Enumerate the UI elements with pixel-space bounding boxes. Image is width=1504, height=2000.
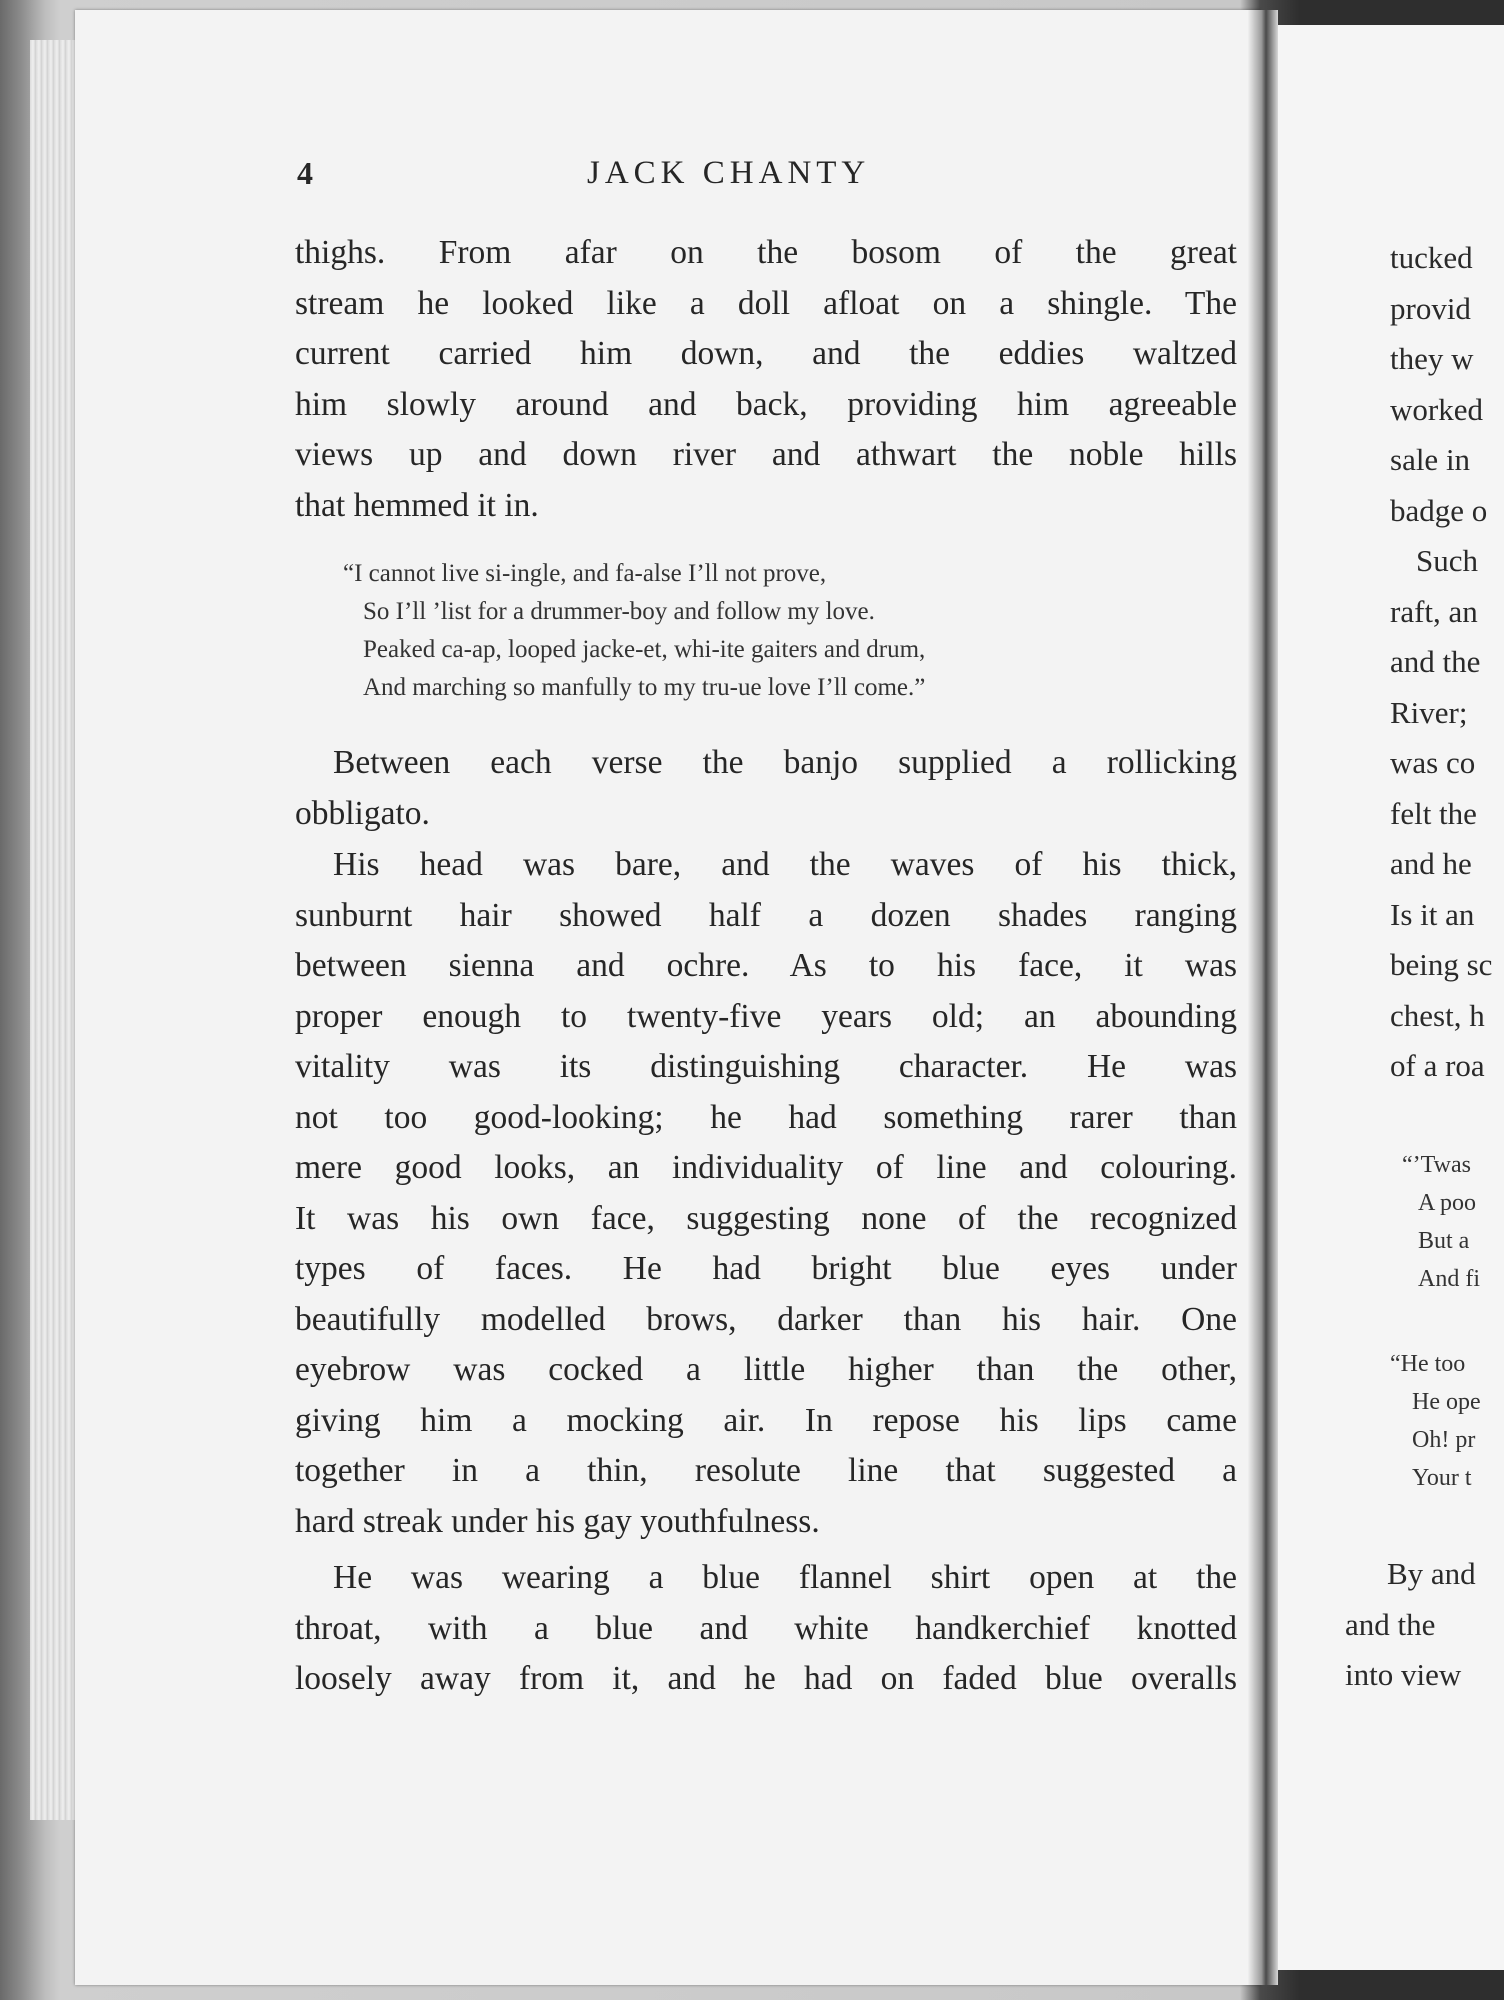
paragraph-3: [295, 840, 1237, 1547]
verse-line: “’Twas: [1402, 1152, 1471, 1178]
verse-line: A poo: [1418, 1190, 1477, 1216]
verse-line: Oh! pr: [1412, 1427, 1476, 1453]
text-line: giving him a mocking air. In repose his lips came: [295, 1401, 1237, 1439]
verse-line: Your t: [1412, 1465, 1472, 1491]
text-line: obbligato.: [295, 794, 430, 832]
text-line: It was his own face, suggesting none of the recognized: [295, 1199, 1237, 1237]
page-number: 4: [297, 155, 313, 191]
text-line: stream he looked like a doll afloat on a shingle. The: [295, 284, 1237, 322]
text-line: badge o: [1390, 492, 1488, 528]
text-line: eyebrow was cocked a little higher than the other,: [295, 1351, 1237, 1388]
verse-line: “I cannot live si-ingle, and fa-alse I’ll not prove,: [343, 560, 827, 587]
right-page-text-1: [1390, 233, 1492, 1092]
right-verse-1: [1402, 1146, 1480, 1298]
text-line: current carried him down, and the eddies waltzed: [295, 335, 1237, 372]
text-line: tucked: [1390, 240, 1473, 275]
verse-line: And fi: [1418, 1266, 1480, 1292]
text-line: worked: [1390, 391, 1483, 427]
paragraph-2: [295, 738, 1237, 839]
verse-line: So I’ll ’list for a drummer-boy and follow my love.: [363, 598, 875, 625]
text-line: chest, h: [1390, 997, 1485, 1033]
paragraph-1: [295, 228, 1237, 531]
text-line: Is it an: [1390, 896, 1475, 932]
text-line: loosely away from it, and he had on faded blue overalls: [295, 1660, 1237, 1697]
text-line: together in a thin, resolute line that suggested a: [295, 1452, 1237, 1489]
right-verse-2: [1390, 1345, 1481, 1497]
text-line: Between each verse the banjo supplied a rollicking: [333, 744, 1237, 781]
text-line: felt the: [1390, 795, 1477, 831]
text-line: River;: [1390, 694, 1468, 730]
text-line: that hemmed it in.: [295, 486, 539, 524]
page-stack-edge: [30, 40, 78, 1820]
running-head: [297, 155, 1237, 205]
text-line: sale in: [1390, 442, 1471, 477]
verse-line: But a: [1418, 1228, 1470, 1254]
text-line: raft, an: [1390, 593, 1478, 629]
text-line: proper enough to twenty-five years old; an abounding: [295, 997, 1237, 1035]
running-title: JACK CHANTY: [587, 155, 871, 191]
text-line: between sienna and ochre. As to his face, it was: [295, 947, 1237, 984]
text-line: beautifully modelled brows, darker than his hair. One: [295, 1300, 1237, 1338]
text-line: His head was bare, and the waves of his thick,: [333, 846, 1237, 883]
right-page-text-2: [1345, 1549, 1476, 1701]
text-line: Such: [1416, 543, 1478, 578]
text-line: was co: [1390, 745, 1476, 780]
text-line: thighs. From afar on the bosom of the great: [295, 234, 1237, 271]
text-line: and the: [1345, 1606, 1436, 1642]
text-line: vitality was its distinguishing character. He was: [295, 1048, 1237, 1085]
verse-block: [343, 555, 925, 707]
text-line: views up and down river and athwart the noble hills: [295, 436, 1237, 473]
text-line: they w: [1390, 341, 1474, 376]
text-line: into view: [1345, 1657, 1462, 1692]
verse-line: He ope: [1412, 1389, 1481, 1415]
text-line: sunburnt hair showed half a dozen shades ranging: [295, 896, 1237, 934]
text-line: and he: [1390, 846, 1472, 881]
text-line: types of faces. He had bright blue eyes under: [295, 1250, 1237, 1287]
text-line: hard streak under his gay youthfulness.: [295, 1502, 820, 1540]
text-line: and the: [1390, 644, 1481, 679]
text-line: of a roa: [1390, 1048, 1485, 1083]
text-line: him slowly around and back, providing him agreeable: [295, 385, 1237, 423]
text-line: throat, with a blue and white handkerchief knotted: [295, 1609, 1237, 1647]
verse-line: “He too: [1390, 1351, 1466, 1377]
text-line: provid: [1390, 290, 1471, 326]
text-line: He was wearing a blue flannel shirt open at the: [333, 1559, 1237, 1596]
text-line: mere good looks, an individuality of line and colouring.: [295, 1149, 1237, 1186]
verse-line: Peaked ca-ap, looped jacke-et, whi-ite gaiters and drum,: [363, 636, 926, 663]
book-gutter: [1248, 10, 1278, 1985]
text-line: By and: [1387, 1556, 1476, 1591]
verse-line: And marching so manfully to my tru-ue love I’ll come.”: [363, 674, 926, 701]
text-line: being sc: [1390, 947, 1493, 982]
paragraph-4: [295, 1553, 1237, 1705]
text-line: not too good-looking; he had something rarer than: [295, 1098, 1237, 1136]
